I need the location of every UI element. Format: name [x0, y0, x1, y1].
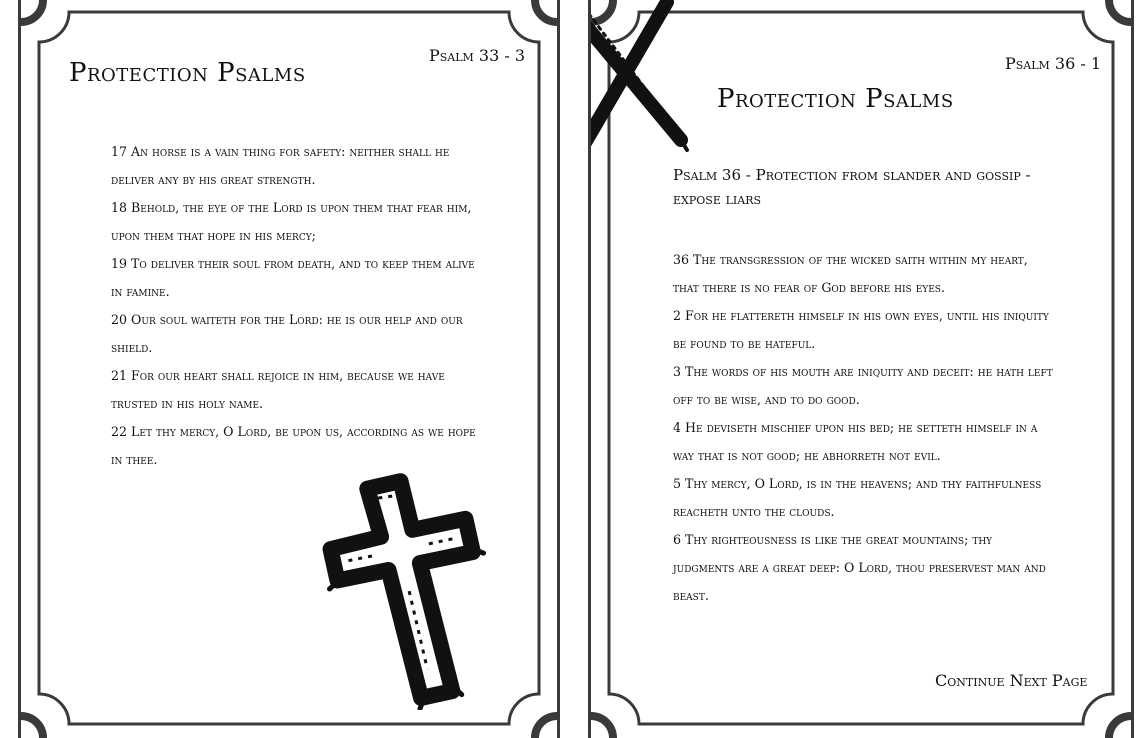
- page-title: Protection Psalms: [717, 84, 954, 114]
- right-page: [588, 0, 1134, 738]
- verse-line: in famine.: [111, 284, 170, 299]
- verse-line: reacheth unto the clouds.: [673, 504, 835, 519]
- continue-next-page-label: Continue Next Page: [935, 671, 1088, 690]
- left-page: [18, 0, 560, 738]
- verse-line: 22 Let thy mercy, O Lord, be upon us, according as we hope: [111, 424, 476, 439]
- psalm-subtitle-line: expose liars: [673, 190, 762, 208]
- verse-line: off to be wise, and to do good.: [673, 392, 860, 407]
- verse-line: 4 He deviseth mischief upon his bed; he setteth himself in a: [673, 420, 1038, 435]
- verse-line: shield.: [111, 340, 153, 355]
- verse-line: be found to be hateful.: [673, 336, 816, 351]
- verse-line: deliver any by his great strength.: [111, 172, 316, 187]
- verse-line: 3 The words of his mouth are iniquity and deceit: he hath left: [673, 364, 1053, 379]
- verse-line: judgments are a great deep: O Lord, thou preservest man and: [673, 560, 1046, 575]
- verse-line: 21 For our heart shall rejoice in him, because we have: [111, 368, 445, 383]
- verse-line: 20 Our soul waiteth for the Lord: he is our help and our: [111, 312, 463, 327]
- page-number: Psalm 33 - 3: [429, 46, 526, 65]
- verse-line: 2 For he flattereth himself in his own eyes, until his iniquity: [673, 308, 1049, 323]
- verse-list: [673, 246, 1053, 610]
- verse-line: trusted in his holy name.: [111, 396, 264, 411]
- verse-line: beast.: [673, 588, 709, 603]
- verse-line: 5 Thy mercy, O Lord, is in the heavens; and thy faithfulness: [673, 476, 1042, 491]
- verse-line: in thee.: [111, 452, 158, 467]
- psalm-subtitle-line: Psalm 36 - Protection from slander and gossip -: [673, 166, 1031, 184]
- verse-line: 18 Behold, the eye of the Lord is upon them that fear him,: [111, 200, 472, 215]
- verse-line: 6 Thy righteousness is like the great mountains; thy: [673, 532, 993, 547]
- verse-line: 36 The transgression of the wicked saith within my heart,: [673, 252, 1028, 267]
- verse-line: upon them that hope in his mercy;: [111, 228, 316, 243]
- verse-line: 19 To deliver their soul from death, and to keep them alive: [111, 256, 475, 271]
- page-gutter: [560, 0, 588, 738]
- verse-line: that there is no fear of God before his eyes.: [673, 280, 945, 295]
- verse-line: way that is not good; he abhorreth not evil.: [673, 448, 941, 463]
- page-number: Psalm 36 - 1: [1005, 54, 1102, 73]
- verse-list: [111, 138, 476, 474]
- x-mark-icon: [588, 0, 701, 170]
- cross-icon: [313, 470, 513, 710]
- verse-line: 17 An horse is a vain thing for safety: neither shall he: [111, 144, 450, 159]
- page-title: Protection Psalms: [69, 58, 306, 88]
- psalm-subtitle: [673, 163, 1031, 211]
